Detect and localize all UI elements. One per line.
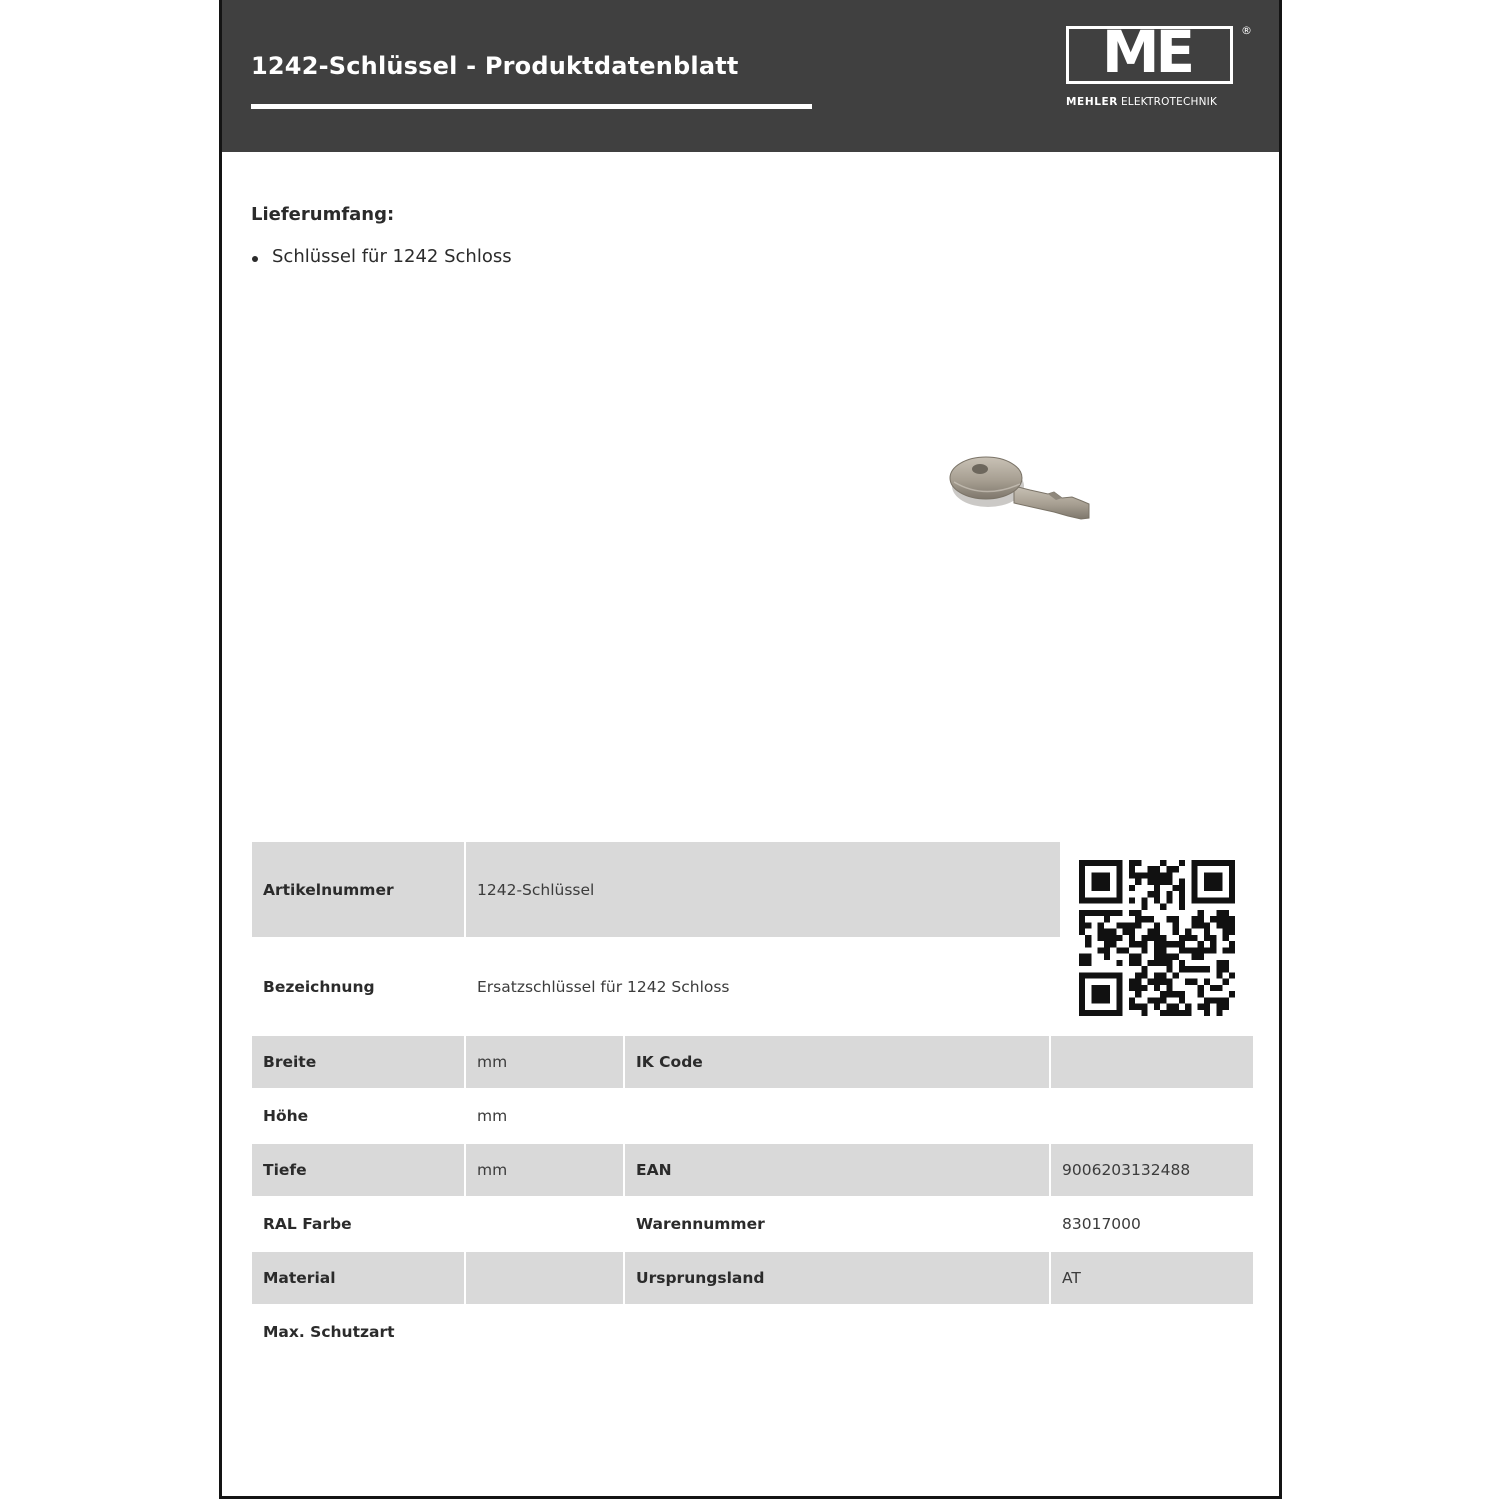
- ursprungsland-value: AT: [1051, 1252, 1253, 1304]
- material-value: [466, 1252, 623, 1304]
- table-row: [252, 1090, 1253, 1142]
- mehler-logo: [1066, 18, 1256, 116]
- logo-wordmark: [1066, 96, 1217, 108]
- header-bar: [222, 0, 1279, 152]
- schutzart-value: [466, 1306, 623, 1358]
- ral-farbe-label: RAL Farbe: [263, 1215, 352, 1233]
- artikelnummer-label: Artikelnummer: [252, 842, 464, 937]
- tiefe-label: Tiefe: [252, 1144, 464, 1196]
- table-row: [252, 1198, 1253, 1250]
- warennummer-value: 83017000: [1062, 1215, 1141, 1233]
- table-row: [252, 1252, 1253, 1304]
- warennummer-label: Warennummer: [636, 1215, 765, 1233]
- ursprungsland-label: Ursprungsland: [625, 1252, 1049, 1304]
- list-item: Schlüssel für 1242 Schloss: [251, 246, 512, 267]
- logo-mark: ME: [1101, 18, 1192, 86]
- ral-farbe-value: [466, 1198, 623, 1250]
- hoehe-label: Höhe: [263, 1107, 309, 1125]
- ik-code-value: [1051, 1036, 1253, 1088]
- scope-list: [251, 246, 512, 267]
- breite-value: mm: [466, 1036, 623, 1088]
- ean-label: EAN: [625, 1144, 1049, 1196]
- bezeichnung-label: Bezeichnung: [263, 977, 375, 996]
- registered-mark: ®: [1241, 24, 1252, 37]
- breite-label: Breite: [252, 1036, 464, 1088]
- key-image: [944, 448, 1094, 533]
- ean-value: 9006203132488: [1051, 1144, 1253, 1196]
- table-row: [252, 1144, 1253, 1196]
- scope-heading: Lieferumfang:: [251, 204, 395, 225]
- artikelnummer-value: 1242-Schlüssel: [466, 842, 1060, 937]
- material-label: Material: [252, 1252, 464, 1304]
- hoehe-value: mm: [477, 1107, 508, 1125]
- datasheet-page: [219, 0, 1282, 1499]
- page-title: 1242-Schlüssel - Produktdatenblatt: [251, 52, 739, 80]
- table-row: [252, 1306, 1253, 1358]
- ik-code-label: IK Code: [625, 1036, 1049, 1088]
- logo-brand-regular: ELEKTROTECHNIK: [1120, 96, 1218, 108]
- qr-code: [1079, 860, 1235, 1016]
- bezeichnung-value: Ersatzschlüssel für 1242 Schloss: [477, 977, 730, 996]
- table-row: [252, 1036, 1253, 1088]
- tiefe-value: mm: [466, 1144, 623, 1196]
- title-underline: [251, 104, 812, 109]
- schutzart-label: Max. Schutzart: [263, 1323, 395, 1341]
- logo-brand-bold: MEHLER: [1066, 96, 1118, 108]
